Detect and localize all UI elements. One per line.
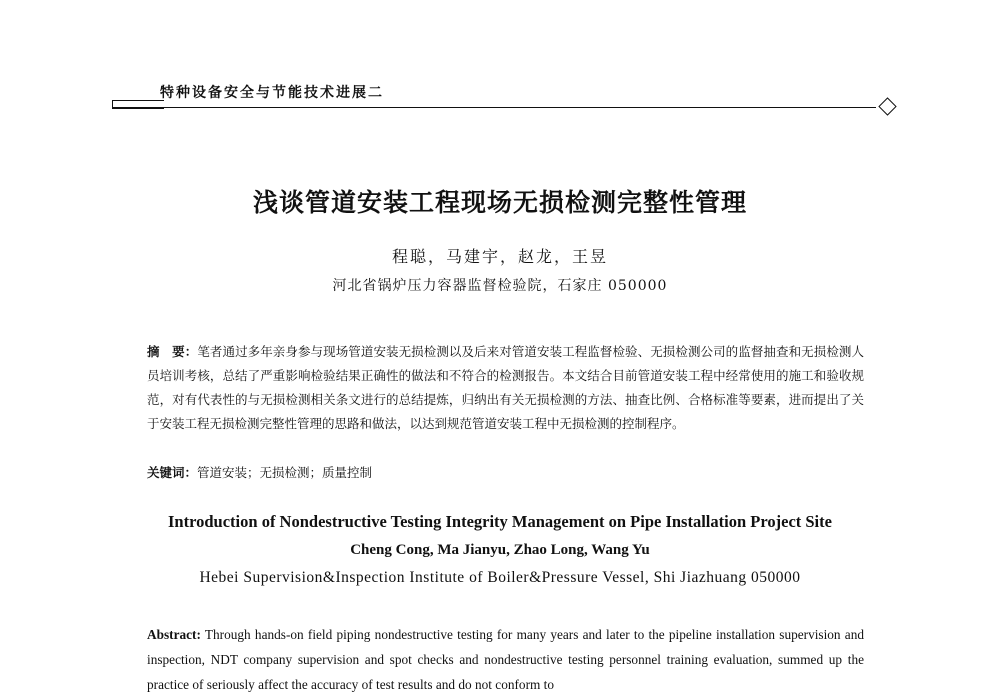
running-head: 特种设备安全与节能技术进展二 (160, 85, 384, 101)
en-abstract-label: Abstract: (147, 627, 201, 642)
cn-title: 浅谈管道安装工程现场无损检测完整性管理 (252, 188, 747, 217)
cn-abstract-label: 摘 要： (147, 344, 198, 359)
cn-abstract (147, 340, 864, 436)
en-abstract (147, 622, 864, 697)
en-abstract-text: Through hands-on field piping nondestructive testing for many years and later to the pipeline installation supervision and inspection, NDT company supervision and spot checks and nondestructive testing personnel training evaluation, summed up the practice of seriously affect the accuracy of test results and do not conform to (147, 627, 864, 692)
cn-keywords-label: 关键词： (147, 465, 198, 480)
cn-abstract-text: 笔者通过多年亲身参与现场管道安装无损检测以及后来对管道安装工程监督检验、无损检测公司的监督抽查和无损检测人员培训考核，总结了严重影响检验结果正确性的做法和不符合的检测报告。本文结合目前管道安装工程中经常使用的施工和验收规范，对有代表性的与无损检测相关条文进行的总结提炼，归纳出有关无损检测的方法、抽查比例、合格标准等要素，进而提出了关于安装工程无损检测完整性管理的思路和做法，以达到规范管道安装工程中无损检测的控制程序。 (147, 344, 864, 431)
en-title: Introduction of Nondestructive Testing Integrity Management on Pipe Installation Project Site (168, 512, 832, 531)
header-rule-line (112, 107, 876, 108)
en-authors: Cheng Cong, Ma Jianyu, Zhao Long, Wang Yu (350, 542, 650, 558)
cn-keywords-text: 管道安装；无损检测；质量控制 (197, 465, 373, 480)
cn-keywords (147, 463, 372, 481)
en-affiliation: Hebei Supervision&Inspection Institute of Boiler&Pressure Vessel, Shi Jiazhuang 050000 (199, 569, 801, 586)
cn-authors: 程聪，马建宇，赵龙，王昱 (391, 247, 608, 266)
diamond-icon (878, 97, 896, 115)
cn-affiliation: 河北省锅炉压力容器监督检验院，石家庄 050000 (332, 278, 668, 294)
